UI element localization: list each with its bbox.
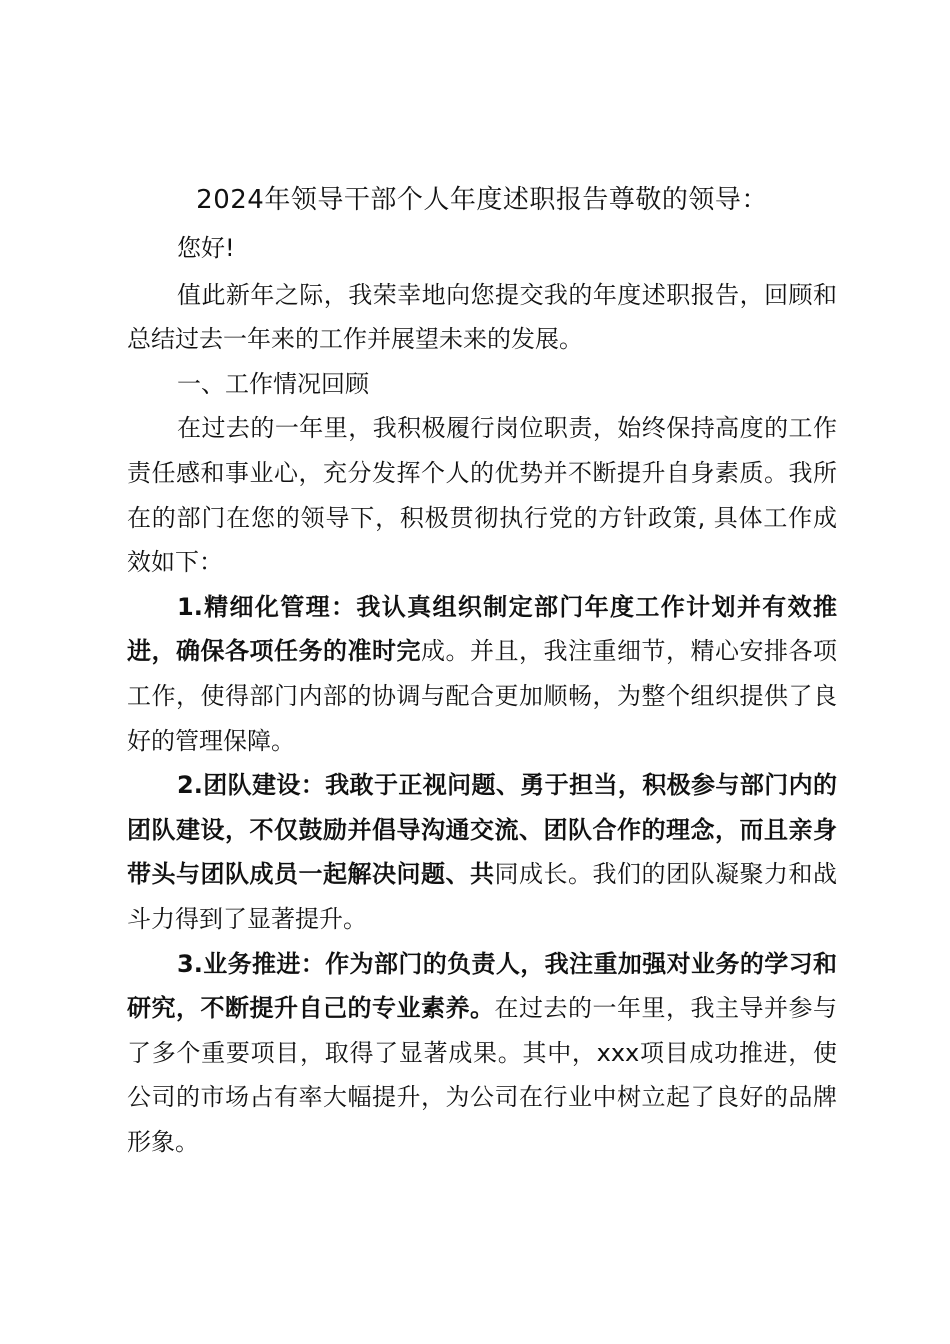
item-2-bold-text: 2.团队建设：我敢于正视问题、勇于担当，积极参与部门内的团队建设，不仅鼓励并倡导沟通交流、团队合作的理念，而且亲身带头与团队成员一起解决问题、共 — [127, 771, 837, 889]
item-paragraph-3 — [127, 942, 837, 1165]
document-body — [127, 178, 837, 1164]
item-1-text: 成。并且，我注重细节，精心安排各项工作，使得部门内部的协调与配合更加顺畅，为整个组织提供了良好的管理保障。 — [127, 637, 837, 755]
intro-paragraph: 值此新年之际，我荣幸地向您提交我的年度述职报告，回顾和总结过去一年来的工作并展望未来的发展。 — [127, 280, 837, 354]
item-3-bold-text: 3.业务推进：作为部门的负责人，我注重加强对业务的学习和研究，不断提升自己的专业素养。 — [127, 949, 837, 1023]
item-2-text: 同成长。我们的团队凝聚力和战斗力得到了显著提升。 — [127, 860, 837, 933]
item-paragraph-2 — [127, 763, 837, 941]
item-1-bold-text: 1.精细化管理：我认真组织制定部门年度工作计划并有效推进，确保各项任务的准时完 — [127, 592, 837, 666]
item-paragraph-1 — [127, 585, 837, 763]
salutation: 您好! — [177, 234, 235, 262]
document-title: 2024年领导干部个人年度述职报告尊敬的领导： — [196, 185, 768, 215]
item-3-text: 在过去的一年里，我主导并参与了多个重要项目，取得了显著成果。其中，xxx项目成功推进，使公司的市场占有率大幅提升，为公司在行业中树立起了良好的品牌形象。 — [127, 994, 837, 1156]
section-paragraph: 在过去的一年里，我积极履行岗位职责，始终保持高度的工作责任感和事业心，充分发挥个人的优势并不断提升自身素质。我所在的部门在您的领导下，积极贯彻执行党的方针政策, 具体工作成效如下： — [127, 414, 837, 577]
section-heading: 一、工作情况回顾 — [177, 369, 369, 398]
